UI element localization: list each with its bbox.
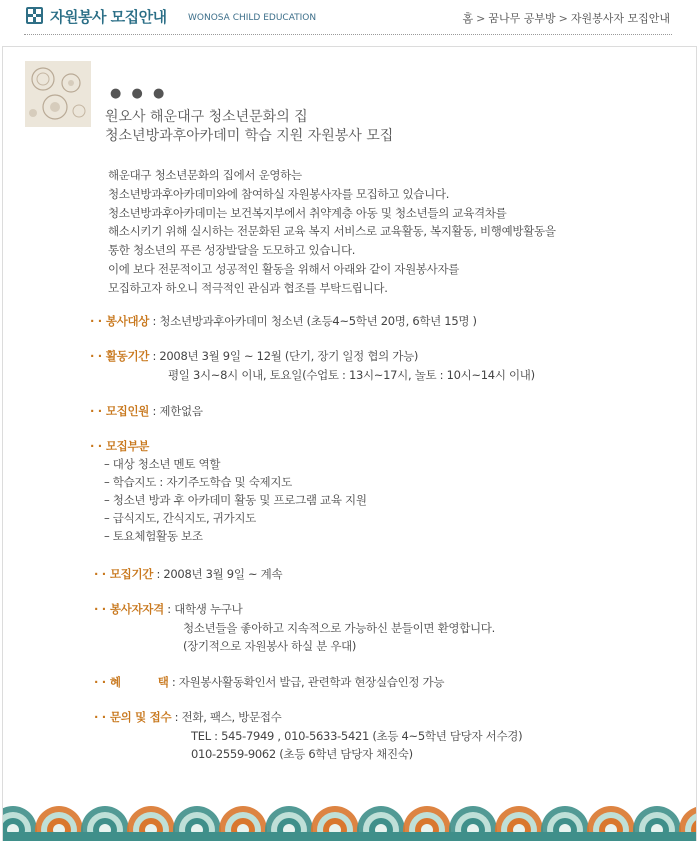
intro-line: 모집하고자 하오니 적극적인 관심과 협조를 부탁드립니다. bbox=[108, 280, 388, 295]
page-header bbox=[0, 0, 699, 34]
section-areas bbox=[90, 438, 149, 454]
breadcrumb-home[interactable]: 홈 bbox=[462, 12, 474, 25]
section-target bbox=[90, 313, 477, 329]
section-label: 혜 택 bbox=[109, 675, 169, 689]
bullet-icon: · · bbox=[90, 349, 102, 363]
bullet-icon: · · bbox=[94, 675, 106, 689]
intro-line: 청소년방과후아카데미는 보건복지부에서 취약계층 아동 및 청소년들의 교육격차를 bbox=[108, 205, 507, 220]
areas-item: – 토요체험활동 보조 bbox=[104, 529, 203, 543]
section-benefit bbox=[94, 674, 444, 690]
period-extra: 평일 3시~8시 이내, 토요일(수업토 : 13시~17시, 놀토 : 10시~14시 이내) bbox=[168, 368, 535, 382]
pattern-logo-icon bbox=[26, 7, 43, 24]
intro-line: 해소시키기 위해 실시하는 전문화된 교육 복지 서비스로 교육활동, 복지활동, 비행예방활동을 bbox=[108, 224, 556, 239]
header-divider bbox=[24, 34, 672, 35]
article-title-line2: 청소년방과후아카데미 학습 지원 자원봉사 모집 bbox=[105, 128, 394, 144]
decorative-pattern-image bbox=[25, 61, 91, 127]
section-contact bbox=[94, 709, 282, 725]
section-sep: : bbox=[163, 602, 175, 616]
section-sep: : bbox=[168, 675, 179, 689]
qualification-extra: 청소년들을 좋아하고 지속적으로 가능하신 분들이면 환영합니다. bbox=[183, 621, 495, 635]
section-value: 대학생 누구나 bbox=[174, 602, 243, 616]
intro-line: 이에 보다 전문적이고 성공적인 활동을 위해서 아래와 같이 자원봉사자를 bbox=[108, 261, 460, 276]
qualification-extra: (장기적으로 자원봉사 하실 분 우대) bbox=[183, 639, 357, 653]
breadcrumb-separator: > bbox=[558, 12, 568, 25]
section-sep: : bbox=[149, 349, 160, 363]
bullet-icon: · · bbox=[94, 602, 106, 616]
section-label: 활동기간 bbox=[105, 349, 150, 363]
page-title: 자원봉사 모집안내 bbox=[50, 8, 167, 26]
section-sep: : bbox=[149, 314, 160, 328]
article-title-line1: 원오사 해운대구 청소년문화의 집 bbox=[105, 109, 308, 125]
contact-extra: TEL : 545-7949 , 010-5633-5421 (초등 4~5학년 담당자 서수경) bbox=[191, 729, 523, 743]
section-qualification bbox=[94, 601, 242, 617]
section-headcount bbox=[90, 403, 203, 419]
wave-footer-decoration bbox=[3, 796, 696, 841]
breadcrumb-study-room[interactable]: 꿈나무 공부방 bbox=[488, 12, 556, 25]
breadcrumb-current[interactable]: 자원봉사자 모집안내 bbox=[570, 12, 670, 25]
areas-item: – 학습지도 : 자기주도학습 및 숙제지도 bbox=[104, 475, 292, 489]
section-recruit-period bbox=[94, 566, 282, 582]
bullet-icon: · · bbox=[90, 314, 102, 328]
section-value: 2008년 3월 9일 ~ 12월 (단기, 장기 일정 협의 가능) bbox=[159, 349, 419, 363]
section-sep: : bbox=[171, 710, 182, 724]
section-sep: : bbox=[153, 567, 164, 581]
bullet-icon: · · bbox=[90, 439, 102, 453]
section-label: 문의 및 접수 bbox=[109, 710, 172, 724]
section-label: 모집인원 bbox=[105, 404, 150, 418]
section-label: 봉사자자격 bbox=[109, 602, 164, 616]
intro-paragraph bbox=[108, 166, 668, 298]
section-period bbox=[90, 348, 418, 364]
section-label: 모집기간 bbox=[109, 567, 154, 581]
areas-item: – 대상 청소년 멘토 역할 bbox=[104, 457, 221, 471]
bullet-icon: · · bbox=[90, 404, 102, 418]
section-value: 자원봉사활동확인서 발급, 관련학과 현장실습인정 가능 bbox=[178, 675, 445, 689]
bullet-icon: · · bbox=[94, 567, 106, 581]
section-value: 제한없음 bbox=[159, 404, 203, 418]
section-label: 봉사대상 bbox=[105, 314, 150, 328]
section-label: 모집부분 bbox=[105, 439, 150, 453]
areas-item: – 급식지도, 간식지도, 귀가지도 bbox=[104, 511, 256, 525]
intro-line: 청소년방과후아카데미와에 참여하실 자원봉사자를 모집하고 있습니다. bbox=[108, 186, 450, 201]
section-value: 청소년방과후아카데미 청소년 (초등4~5학년 20명, 6학년 15명 ) bbox=[159, 314, 477, 328]
breadcrumb bbox=[463, 10, 670, 26]
intro-line: 해운대구 청소년문화의 집에서 운영하는 bbox=[108, 168, 302, 182]
breadcrumb-separator: > bbox=[476, 12, 486, 25]
section-value: 2008년 3월 9일 ~ 계속 bbox=[163, 567, 283, 581]
section-sep: : bbox=[149, 404, 160, 418]
page-subtitle: WONOSA CHILD EDUCATION bbox=[188, 13, 317, 23]
section-value: 전화, 팩스, 방문접수 bbox=[181, 710, 282, 724]
bullet-icon: · · bbox=[94, 710, 106, 724]
contact-extra: 010-2559-9062 (초등 6학년 담당자 채진숙) bbox=[191, 747, 413, 761]
areas-item: – 청소년 방과 후 아카데미 활동 및 프로그램 교육 지원 bbox=[104, 493, 367, 507]
intro-line: 통한 청소년의 푸른 성장발달을 도모하고 있습니다. bbox=[108, 243, 356, 258]
title-dots: ● ● ● bbox=[110, 86, 168, 101]
